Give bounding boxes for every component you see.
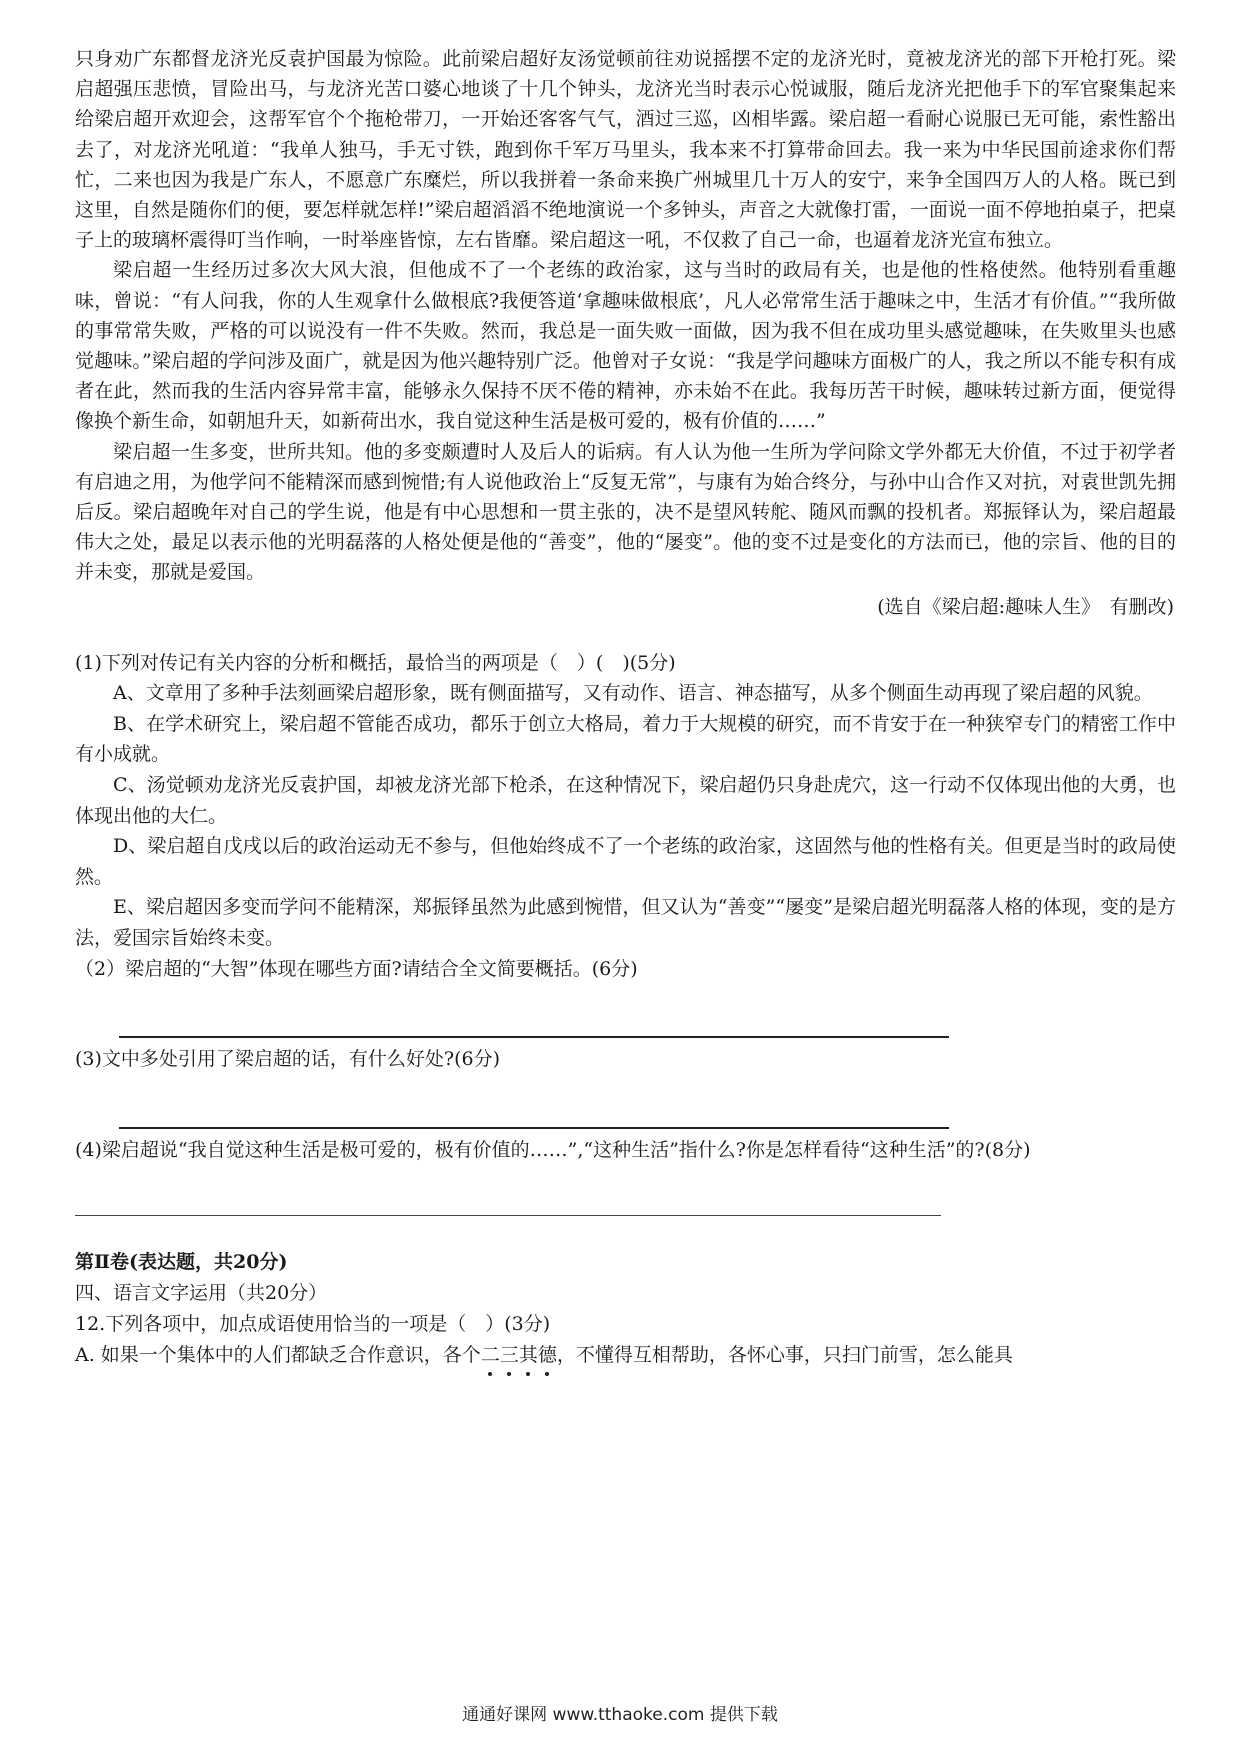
page-footer: 通通好课网 www.tthaoke.com 提供下载: [462, 1705, 778, 1725]
option-a-text-after: ，不懂得互相帮助，各怀心事，只扫门前雪，怎么能具: [556, 1343, 1013, 1366]
section-2-title: 第Ⅱ卷(表达题，共20分): [75, 1251, 288, 1274]
question-1-option-b: B、在学术研究上，梁启超不管能否成功，都乐于创立大格局，着力于大规模的研究，而不肯安于在一种狭窄专门的精密工作中有小成就。: [75, 712, 1176, 766]
passage-paragraph-3: 梁启超一生多变，世所共知。他的多变颇遭时人及后人的诟病。有人认为他一生所为学问除文学外都无大价值，不过于初学者有启迪之用，为他学问不能精深而感到惋惜;有人说他政治上“反复无常”，与康有为始合终分，与孙中山合作又对抗，对袁世凯先拥后反。梁启超晚年对自己的学生说，他是有中心思想和一贯主张的，决不是望风转舵、随风而飘的投机者。郑振铎认为，梁启超最伟大之处，最足以表示他的光明磊落的人格处便是他的“善变”，他的“屡变”。他的变不过是变化的方法而已，他的宗旨、他的目的并未变，那就是爱国。: [75, 440, 1176, 584]
idiom-text: 二三其德: [480, 1343, 557, 1366]
question-1-option-e: E、梁启超因多变而学问不能精深，郑振铎虽然为此感到惋惜，但又认为“善变”“屡变”是梁启超光明磊落人格的体现，变的是方法，爱国宗旨始终未变。: [75, 896, 1176, 949]
passage-source: (选自《梁启超:趣味人生》 有删改): [877, 595, 1174, 618]
question-1-stem: (1)下列对传记有关内容的分析和概括，最恰当的两项是（ ）( )(5分): [75, 651, 676, 674]
question-3: (3)文中多处引用了梁启超的话，有什么好处?(6分): [75, 1048, 501, 1071]
question-1: [75, 648, 1176, 954]
answer-line-3[interactable]: [119, 1127, 949, 1129]
passage-paragraph-2: 梁启超一生经历过多次大风大浪，但他成不了一个老练的政治家，这与当时的政局有关，也是他的性格使然。他特别看重趣味，曾说：“有人问我，你的人生观拿什么做根底?我便答道‘拿趣味做根底’，凡人必常常生活于趣味之中，生活才有价值。”“我所做的事常常失败，严格的可以说没有一件不失败。然而，我总是一面失败一面做，因为我不但在成功里头感觉趣味，在失败里头也感觉趣味。”梁启超的学问涉及面广，就是因为他兴趣特别广泛。他曾对子女说：“我是学问趣味方面极广的人，我之所以不能专积有成者在此，然而我的生活内容异常丰富，能够永久保持不厌不倦的精神，亦未始不在此。我每历苦干时候，趣味转过新方面，便觉得像换个新生命，如朝旭升天，如新荷出水，我自觉这种生活是极可爱的，极有价值的……”: [75, 259, 1176, 433]
question-12-stem: 12.下列各项中，加点成语使用恰当的一项是（ ）(3分): [75, 1312, 551, 1335]
dotted-idiom: [481, 1344, 557, 1366]
option-a-text-before: A. 如果一个集体中的人们都缺乏合作意识，各个: [75, 1343, 481, 1366]
section-2-part: 四、语言文字运用（共20分）: [75, 1282, 328, 1305]
question-2: （2）梁启超的“大智”体现在哪些方面?请结合全文简要概括。(6分): [75, 957, 638, 980]
question-1-option-a: A、文章用了多种手法刻画梁启超形象，既有侧面描写，又有动作、语言、神态描写，从多个侧面生动再现了梁启超的风貌。: [113, 682, 1153, 705]
passage: [75, 44, 1176, 622]
question-1-option-d: D、梁启超自戊戌以后的政治运动无不参与，但他始终成不了一个老练的政治家，这固然与他的性格有关。但更是当时的政局使然。: [75, 835, 1176, 888]
passage-paragraph-1: 只身劝广东都督龙济光反袁护国最为惊险。此前梁启超好友汤觉顿前往劝说摇摆不定的龙济光时，竟被龙济光的部下开枪打死。梁启超强压悲愤，冒险出马，与龙济光苦口婆心地谈了十几个钟头，龙济光当时表示心悦诚服，随后龙济光把他手下的军官聚集起来给梁启超开欢迎会，这帮军官个个拖枪带刀，一开始还客客气气，酒过三巡，凶相毕露。梁启超一看耐心说服已无可能，索性豁出去了，对龙济光吼道：“我单人独马，手无寸铁，跑到你千军万马里头，我本来不打算带命回去。我一来为中华民国前途求你们帮忙，二来也因为我是广东人，不愿意广东糜烂，所以我拼着一条命来换广州城里几十万人的安宁，来争全国四万人的人格。既已到这里，自然是随你们的便，要怎样就怎样!”梁启超滔滔不绝地演说一个多钟头，声音之大就像打雷，一面说一面不停地拍桌子，把桌子上的玻璃杯震得叮当作响，一时举座皆惊，左右皆靡。梁启超这一吼，不仅救了自己一命，也逼着龙济光宣布独立。: [75, 48, 1176, 252]
answer-line-2[interactable]: [119, 1036, 949, 1038]
section-2: [75, 1246, 1176, 1370]
question-1-option-c: C、汤觉顿劝龙济光反袁护国，却被龙济光部下枪杀，在这种情况下，梁启超仍只身赴虎穴，这一行动不仅体现出他的大勇，也体现出他的大仁。: [75, 774, 1176, 827]
question-12-option-a: [75, 1340, 1176, 1371]
question-4: (4)梁启超说“我自觉这种生活是极可爱的，极有价值的……”,“这种生活”指什么?你是怎样看待“这种生活”的?(8分): [75, 1138, 1031, 1161]
